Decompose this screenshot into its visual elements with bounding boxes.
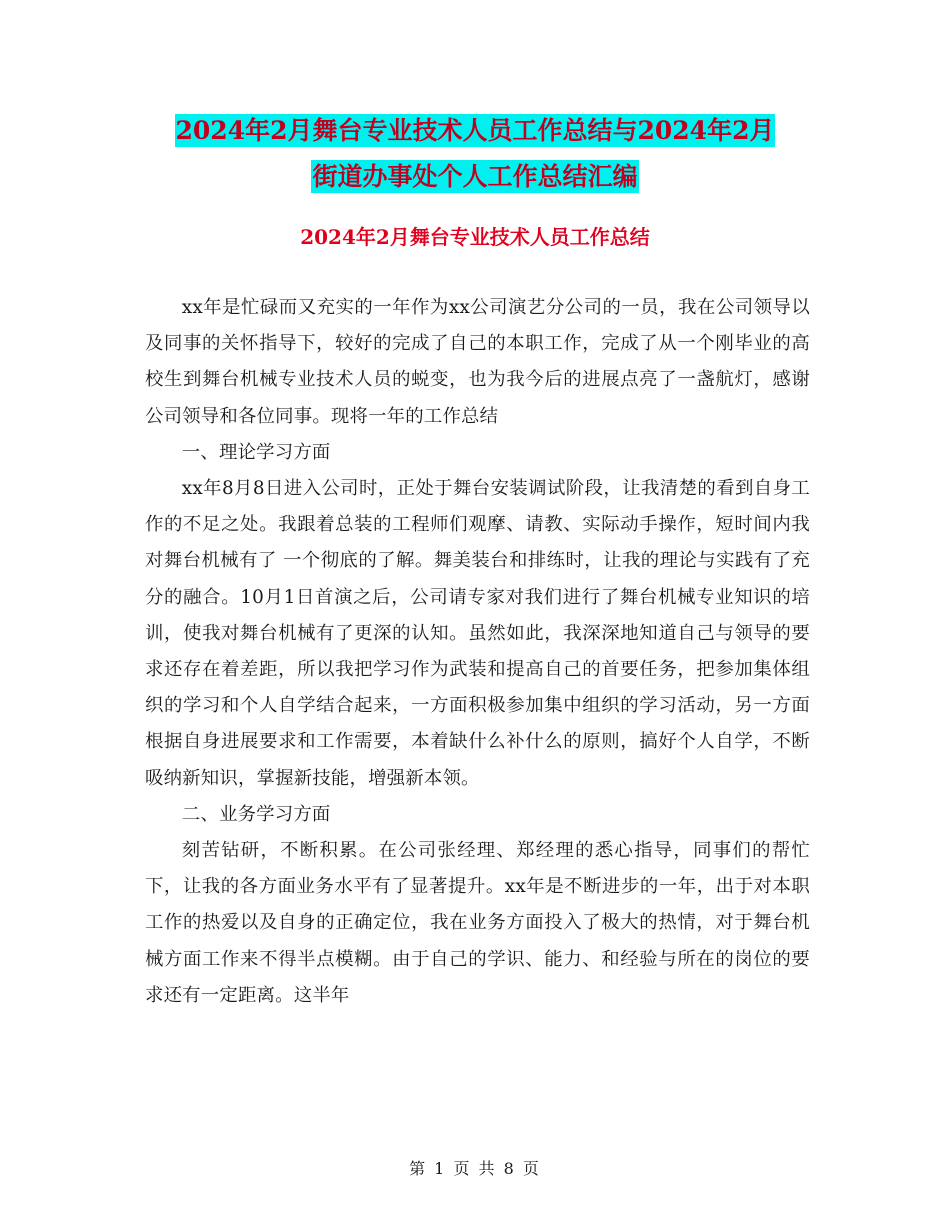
main-title-line-1: 2024年2月舞台专业技术人员工作总结与2024年2月 (175, 116, 775, 145)
body-text (145, 290, 810, 1014)
heading-theory-study: 一、理论学习方面 (181, 441, 331, 463)
section-title: 2024年2月舞台专业技术人员工作总结 (300, 225, 650, 249)
heading-business-study: 二、业务学习方面 (181, 803, 331, 825)
paragraph-intro: xx年是忙碌而又充实的一年作为xx公司演艺分公司的一员，我在公司领导以及同事的关怀指导下，较好的完成了自己的本职工作，完成了从一个刚毕业的高校生到舞台机械专业技术人员的蜕变，也为我今后的进展点亮了一盏航灯，感谢公司领导和各位同事。现将一年的工作总结 (145, 297, 810, 427)
paragraph-theory-study: xx年8月8日进入公司时，正处于舞台安装调试阶段，让我清楚的看到自身工作的不足之处。我跟着总装的工程师们观摩、请教、实际动手操作，短时间内我对舞台机械有了 一个彻底的了解。舞美装台和排练时，让我的理论与实践有了充分的融合。10月1日首演之后，公司请专家对我们进行了舞台机械专业知识的培训，使我对舞台机械有了更深的认知。虽然如此，我深深地知道自己与领导的要求还存在着差距，所以我把学习作为武装和提高自己的首要任务，把参加集体组织的学习和个人自学结合起来，一方面积极参加集中组织的学习活动，另一方面根据自身进展要求和工作需要，本着缺什么补什么的原则，搞好个人自学，不断吸纳新知识，掌握新技能，增强新本领。 (145, 478, 810, 789)
main-title-line-2: 街道办事处个人工作总结汇编 (312, 162, 638, 191)
page-footer: 第 1 页 共 8 页 (409, 1159, 541, 1178)
main-title (0, 108, 950, 200)
paragraph-business-study: 刻苦钻研，不断积累。在公司张经理、郑经理的悉心指导，同事们的帮忙下，让我的各方面业务水平有了显著提升。xx年是不断进步的一年，出于对本职工作的热爱以及自身的正确定位，我在业务方面投入了极大的热情，对于舞台机械方面工作来不得半点模糊。由于自己的学识、能力、和经验与所在的岗位的要求还有一定距离。这半年 (145, 840, 810, 1006)
